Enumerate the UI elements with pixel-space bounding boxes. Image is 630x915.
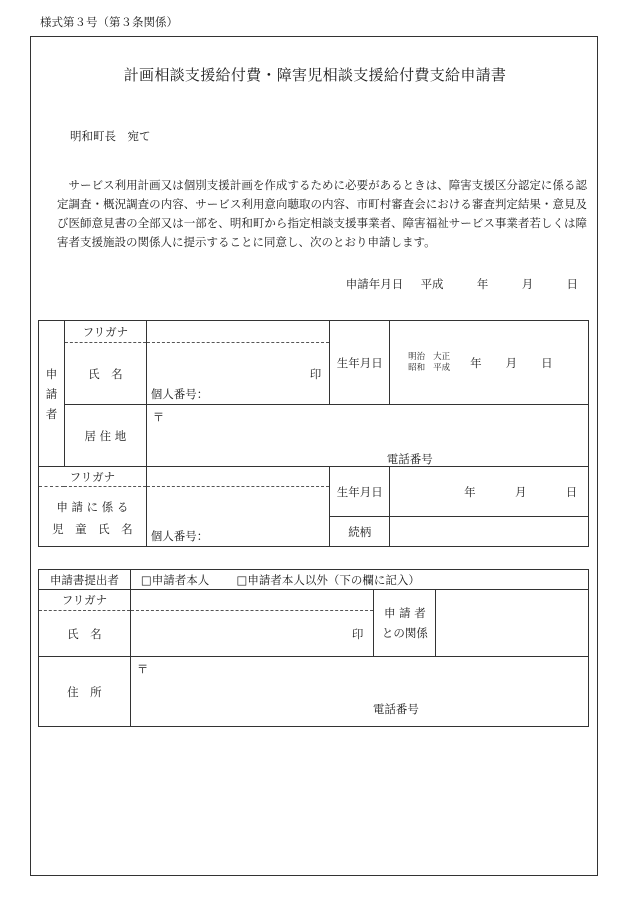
applicant-address-label: 居 住 地 [64,405,146,467]
submitter-label: 申請書提出者 [39,570,131,590]
child-relation-label: 続柄 [330,517,390,547]
submitter-furigana-field[interactable] [130,590,374,611]
form-type-label: 様式第３号（第３条関係） [40,15,178,29]
applicant-furigana-field[interactable] [146,321,330,343]
submitter-name-field[interactable] [130,611,374,657]
submitter-name-label: 氏 名 [39,611,131,657]
child-relation-field[interactable] [390,517,589,547]
submitter-relation-label: 申 請 者 との関係 [374,590,436,657]
consent-text: サービス利用計画又は個別支援計画を作成するために必要があるときは、障害支援区分認定に係る認定調査・概況調査の内容、サービス利用意向聴取の内容、市町村審査会における審査判定結果・意見及び医師意見書の全部又は一部を、明和町から指定相談支援事業者、障害福祉サービス事業者若しくは障害者支援施設の関係人に提示することに同意し、次のとおり申請します。 [57,178,587,249]
applicant-birthdate-label: 生年月日 [330,321,390,405]
applicant-birthdate-field[interactable]: 明治 昭和 大正 平成 年 月 日 [390,321,589,405]
applicant-phone-label: 電話番号 [386,452,433,466]
form-title: 計画相談支援給付費・障害児相談支援給付費支給申請書 [123,66,507,84]
submitter-postal-mark: 〒 [136,662,149,676]
child-name-label: 申 請 に 係 る 児 童 氏 名 [39,487,147,547]
submitter-address-field[interactable] [130,657,588,727]
applicant-postal-mark: 〒 [152,410,165,424]
applicant-name-field[interactable] [146,343,330,405]
era-heisei: 平成 [433,362,451,373]
era-meiji: 明治 [408,351,426,362]
application-date-label: 申請年月日 [345,277,404,291]
submitter-phone-label: 電話番号 [372,702,419,716]
child-birthdate-label: 生年月日 [330,467,390,517]
application-date-month[interactable]: 月 [521,277,534,291]
submitter-seal-mark: 印 [351,626,364,641]
application-date-year[interactable]: 年 [476,277,489,291]
submitter-options [130,570,588,590]
submitter-table [38,569,589,727]
applicant-furigana-label: フリガナ [64,321,146,343]
submitter-relation-field[interactable] [436,590,589,657]
application-date-era: 平成 [420,277,444,291]
child-furigana-label: フリガナ [39,467,147,487]
submitter-address-label: 住 所 [39,657,131,727]
child-personal-number-label: 個人番号： [150,529,209,543]
child-birthdate-field[interactable]: 年 月 日 [390,467,589,517]
era-taisho: 大正 [433,351,451,362]
applicant-personal-number-label: 個人番号： [150,387,209,401]
option-other-than-applicant[interactable]: □申請者本人以外（下の欄に記入） [236,572,420,587]
submitter-furigana-label: フリガナ [39,590,131,611]
applicant-seal-mark: 印 [309,367,322,381]
option-applicant-self[interactable]: □申請者本人 [140,572,210,587]
applicant-section-label: 申 請 者 [39,321,65,467]
applicant-address-field[interactable] [146,405,588,467]
era-showa: 昭和 [408,362,426,373]
addressee: 明和町長 宛て [70,129,151,143]
application-date-row [346,276,578,292]
child-furigana-field[interactable] [146,467,330,487]
application-date-day[interactable]: 日 [566,277,578,291]
child-name-field[interactable] [146,487,330,547]
applicant-table [38,320,589,547]
applicant-name-label: 氏 名 [64,343,146,405]
